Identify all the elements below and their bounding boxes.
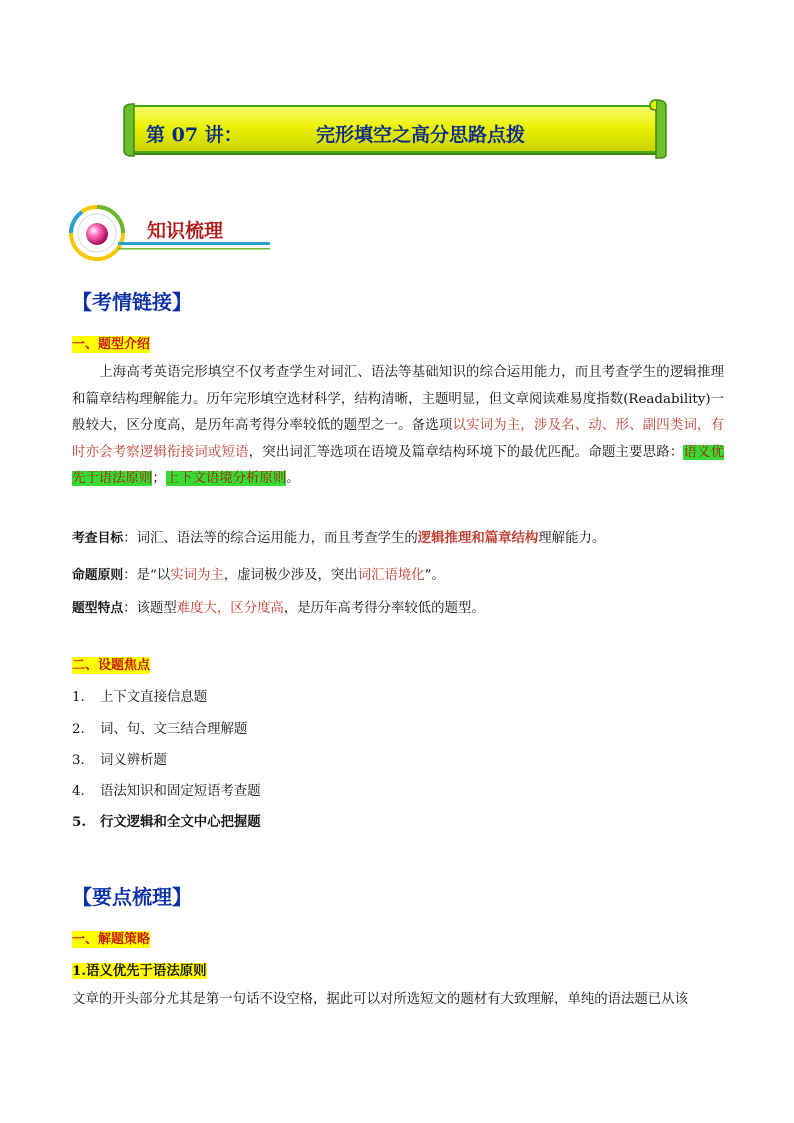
lecture-number: 第 07 讲： (146, 124, 243, 146)
list-item: 4. 语法知识和固定短语考查题 (72, 784, 261, 799)
feature-line: 题型特点：该题型难度大，区分度高，是历年高考得分率较低的题型。 (72, 601, 485, 616)
strategy-title: 1.语义优先于语法原则 (72, 963, 207, 979)
intro-paragraph: 上海高考英语完形填空不仅考查学生对词汇、语法等基础知识的综合运用能力，而且考查学生的逻辑推理和篇章结构理解能力。历年完形填空选材科学，结构清晰，主题明显，但文章阅读难易度指数(Readability)一般较大，区分度高，是历年高考得分率较低的题型之一。备选项以实词为主，涉及名、动、形、副四类词，有时亦会考察逻辑衔接词或短语，突出词汇等选项在语境及篇章结构环境下的最优匹配。命题主要思路：语义优先于语法原则；上下文语境分析原则。 (72, 365, 725, 486)
section-heading-keypoints: 【要点梳理】 (72, 885, 192, 909)
section-heading-exam: 【考情链接】 (72, 290, 192, 314)
page-title: 完形填空之高分思路点拨 (316, 124, 526, 146)
list-item: 3. 词义辨析题 (72, 753, 167, 768)
exam-goal-line: 考查目标：词汇、语法等的综合运用能力，而且考查学生的逻辑推理和篇章结构理解能力。 (72, 530, 606, 546)
principle-line: 命题原则：是“以实词为主，虚词极少涉及，突出词汇语境化”。 (72, 568, 445, 583)
subheading-strategy: 一、解题策略 (72, 932, 151, 947)
list-item: 2. 词、句、文三结合理解题 (72, 722, 248, 737)
subheading-question-type: 一、题型介绍 (72, 337, 151, 352)
list-item: 1. 上下文直接信息题 (72, 690, 208, 705)
subheading-focus: 二、设题焦点 (72, 658, 151, 673)
list-item: 5. 行文逻辑和全文中心把握题 (72, 814, 261, 830)
knowledge-header: 知识梳理 (147, 220, 224, 242)
strategy-paragraph: 文章的开头部分尤其是第一句话不设空格，据此可以对所选短文的题材有大致理解，单纯的语法题已从该 (72, 992, 688, 1007)
